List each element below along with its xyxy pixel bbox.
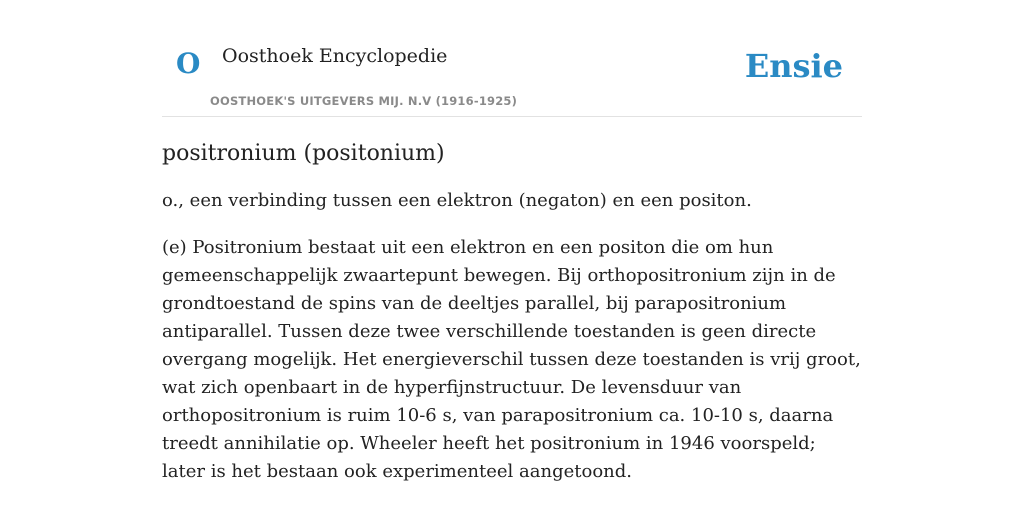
entry-definition: o., een verbinding tussen een elektron (negaton) en een positon. — [162, 190, 752, 211]
encyclopedia-logo[interactable]: O — [176, 47, 201, 80]
entry-body: (e) Positronium bestaat uit een elektron en een positon die om hun gemeenschappelijk zwaartepunt bewegen. Bij orthopositronium zijn in de grondtoestand de spins van de deeltjes parallel, bij parapositronium antiparallel. Tussen deze twee verschillende toestanden is geen directe overgang mogelijk. Het energieverschil tussen deze toestanden is vrij groot, wat zich openbaart in de hyperfijnstructuur. De levensduur van orthopositronium is ruim 10-6 s, van parapositronium ca. 10-10 s, daarna treedt annihilatie op. Wheeler heeft het positronium in 1946 voorspeld; later is het bestaan ook experimenteel aangetoond. — [162, 237, 861, 482]
entry-term: positronium (positonium) — [162, 141, 445, 166]
entry-content — [162, 138, 862, 503]
ensie-brand-logo[interactable]: Ensie — [744, 47, 843, 85]
encyclopedia-title[interactable]: Oosthoek Encyclopedie — [222, 45, 448, 67]
publisher-label: OOSTHOEK'S UITGEVERS MIJ. N.V (1916-1925) — [210, 94, 518, 108]
site-header — [162, 0, 862, 117]
